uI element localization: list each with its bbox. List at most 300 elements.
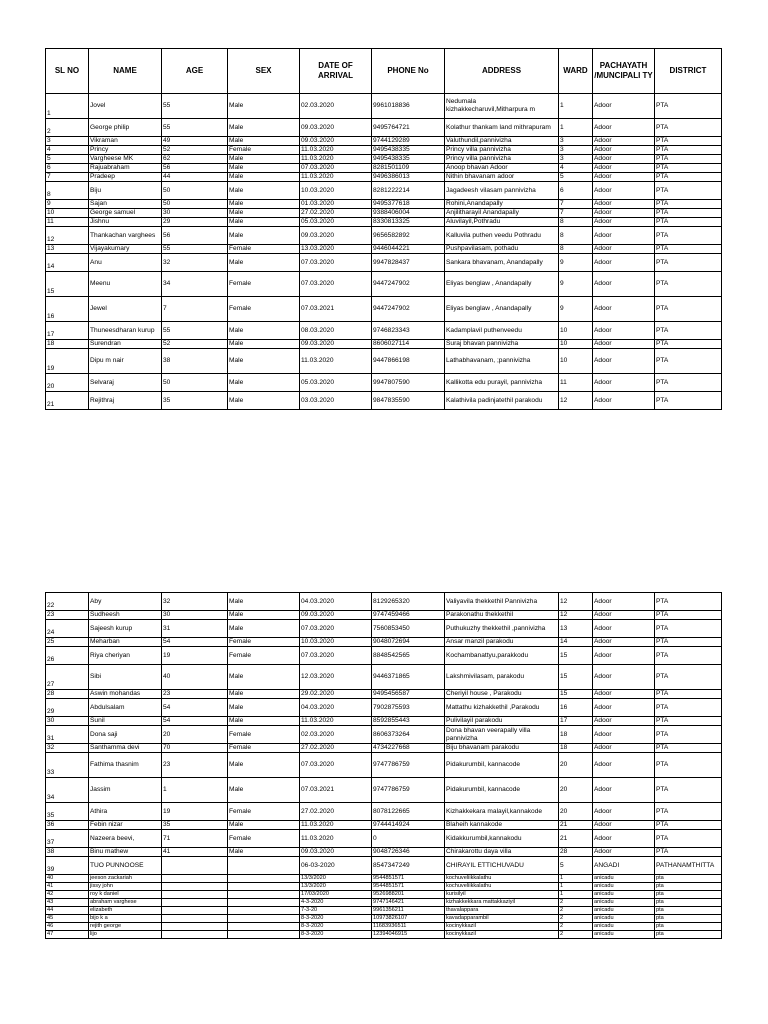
cell-arrival-date: 13/3/2020 bbox=[300, 883, 372, 891]
cell-arrival-date: 09.03.2020 bbox=[300, 119, 372, 137]
cell-sl-no: 24 bbox=[46, 620, 89, 638]
cell-name: Sunil bbox=[89, 717, 162, 726]
header-panchayath: PACHAYATH /MUNCIPALI TY bbox=[593, 49, 655, 94]
cell-address: Dona bhavan veerapally villa pannivizha bbox=[445, 726, 559, 744]
cell-sex: Male bbox=[228, 94, 300, 119]
cell-name: Santhamma devi bbox=[89, 744, 162, 753]
cell-sl-no: 29 bbox=[46, 699, 89, 717]
cell-phone: 9048726346 bbox=[372, 848, 445, 857]
cell-phone: 8330813325 bbox=[372, 218, 445, 227]
cell-ward: 7 bbox=[559, 209, 593, 218]
cell-age: 62 bbox=[162, 155, 228, 164]
cell-ward: 17 bbox=[559, 717, 593, 726]
cell-ward: 2 bbox=[559, 931, 593, 939]
cell-address: Pidakurumbil, kannacode bbox=[445, 753, 559, 778]
header-phone: PHONE No bbox=[372, 49, 445, 94]
cell-arrival-date: 04.03.2020 bbox=[300, 593, 372, 611]
cell-panchayath: Adoor bbox=[593, 218, 655, 227]
table-row bbox=[46, 218, 722, 227]
cell-name: abraham varghese bbox=[89, 899, 162, 907]
cell-sex: Male bbox=[228, 821, 300, 830]
table-row bbox=[46, 209, 722, 218]
cell-address: Parakonathu thekkethil bbox=[445, 611, 559, 620]
cell-name: Aswin mohandas bbox=[89, 690, 162, 699]
cell-phone: 9526988201 bbox=[372, 891, 445, 899]
cell-age: 54 bbox=[162, 699, 228, 717]
cell-age: 54 bbox=[162, 638, 228, 647]
table-row bbox=[46, 753, 722, 778]
cell-age: 70 bbox=[162, 744, 228, 753]
table-row bbox=[46, 857, 722, 875]
cell-age: 55 bbox=[162, 245, 228, 254]
cell-panchayath: Adoor bbox=[593, 155, 655, 164]
cell-phone: 8848542565 bbox=[372, 647, 445, 665]
cell-district: PTA bbox=[655, 245, 722, 254]
cell-sl-no: 44 bbox=[46, 907, 89, 915]
cell-address: Ansar manzil parakodu bbox=[445, 638, 559, 647]
cell-district: PTA bbox=[655, 322, 722, 340]
cell-sl-no: 31 bbox=[46, 726, 89, 744]
table-row bbox=[46, 647, 722, 665]
cell-ward: 9 bbox=[559, 272, 593, 297]
cell-name: Sajan bbox=[89, 200, 162, 209]
cell-phone: 8592855443 bbox=[372, 717, 445, 726]
cell-ward: 16 bbox=[559, 699, 593, 717]
cell-name: Jishnu bbox=[89, 218, 162, 227]
cell-ward: 10 bbox=[559, 322, 593, 340]
cell-address: Blaheih kannakode bbox=[445, 821, 559, 830]
cell-sl-no: 37 bbox=[46, 830, 89, 848]
cell-sl-no: 25 bbox=[46, 638, 89, 647]
cell-sex bbox=[228, 857, 300, 875]
cell-age bbox=[162, 857, 228, 875]
cell-district: PTA bbox=[655, 753, 722, 778]
cell-sex: Female bbox=[228, 744, 300, 753]
cell-phone: 9495764721 bbox=[372, 119, 445, 137]
cell-district: PTA bbox=[655, 182, 722, 200]
cell-district: pta bbox=[655, 923, 722, 931]
cell-district: PTA bbox=[655, 146, 722, 155]
cell-panchayath: anicadu bbox=[593, 931, 655, 939]
cell-sl-no: 32 bbox=[46, 744, 89, 753]
cell-arrival-date: 27.02.2020 bbox=[300, 744, 372, 753]
cell-phone: 9048072694 bbox=[372, 638, 445, 647]
cell-sex: Male bbox=[228, 119, 300, 137]
cell-ward: 6 bbox=[559, 182, 593, 200]
cell-sl-no: 15 bbox=[46, 272, 89, 297]
table-row bbox=[46, 778, 722, 803]
cell-sex bbox=[228, 875, 300, 883]
cell-arrival-date: 4-3-2020 bbox=[300, 899, 372, 907]
cell-sex: Male bbox=[228, 340, 300, 349]
cell-age: 32 bbox=[162, 254, 228, 272]
cell-district: PTA bbox=[655, 821, 722, 830]
cell-arrival-date: 07.03.2020 bbox=[300, 647, 372, 665]
cell-name: Sibi bbox=[89, 665, 162, 690]
cell-age: 50 bbox=[162, 200, 228, 209]
cell-age: 44 bbox=[162, 173, 228, 182]
cell-panchayath: Adoor bbox=[593, 717, 655, 726]
cell-arrival-date: 7-3-20 bbox=[300, 907, 372, 915]
cell-sex: Male bbox=[228, 593, 300, 611]
cell-sl-no: 26 bbox=[46, 647, 89, 665]
table-row bbox=[46, 374, 722, 392]
cell-district: pta bbox=[655, 875, 722, 883]
cell-address: Nedumala kizhakkecharuvil,Mitharpura m bbox=[445, 94, 559, 119]
cell-panchayath: Adoor bbox=[593, 830, 655, 848]
table-row bbox=[46, 119, 722, 137]
cell-sl-no: 34 bbox=[46, 778, 89, 803]
cell-sex: Male bbox=[228, 690, 300, 699]
cell-age: 56 bbox=[162, 164, 228, 173]
cell-arrival-date: 04.03.2020 bbox=[300, 699, 372, 717]
cell-sl-no: 16 bbox=[46, 297, 89, 322]
cell-sex: Male bbox=[228, 227, 300, 245]
cell-phone: 9388406004 bbox=[372, 209, 445, 218]
cell-arrival-date: 07.03.2020 bbox=[300, 753, 372, 778]
cell-age: 41 bbox=[162, 848, 228, 857]
cell-district: PTA bbox=[655, 340, 722, 349]
cell-arrival-date: 07.03.2020 bbox=[300, 254, 372, 272]
cell-district: PTA bbox=[655, 744, 722, 753]
cell-ward: 18 bbox=[559, 726, 593, 744]
cell-ward: 20 bbox=[559, 803, 593, 821]
cell-sl-no: 43 bbox=[46, 899, 89, 907]
cell-name: Sudheesh bbox=[89, 611, 162, 620]
cell-ward: 2 bbox=[559, 923, 593, 931]
cell-ward: 5 bbox=[559, 173, 593, 182]
cell-age bbox=[162, 891, 228, 899]
cell-panchayath: Adoor bbox=[593, 137, 655, 146]
cell-panchayath: anicadu bbox=[593, 891, 655, 899]
cell-address: Princy villa pannivizha bbox=[445, 146, 559, 155]
cell-address: Suraj bhavan pannivizha bbox=[445, 340, 559, 349]
cell-district: pta bbox=[655, 907, 722, 915]
cell-name: Anu bbox=[89, 254, 162, 272]
cell-arrival-date: 09.03.2020 bbox=[300, 137, 372, 146]
cell-age bbox=[162, 907, 228, 915]
cell-phone: 9446371865 bbox=[372, 665, 445, 690]
cell-sl-no: 14 bbox=[46, 254, 89, 272]
cell-sl-no: 21 bbox=[46, 392, 89, 410]
cell-panchayath: Adoor bbox=[593, 272, 655, 297]
cell-phone: 9446044221 bbox=[372, 245, 445, 254]
table-row bbox=[46, 200, 722, 209]
cell-sl-no: 9 bbox=[46, 200, 89, 209]
cell-sex: Female bbox=[228, 272, 300, 297]
cell-arrival-date: 8-3-2020 bbox=[300, 915, 372, 923]
cell-age: 56 bbox=[162, 227, 228, 245]
cell-district: PTA bbox=[655, 848, 722, 857]
cell-panchayath: Adoor bbox=[593, 374, 655, 392]
cell-phone: 10973826107 bbox=[372, 915, 445, 923]
table-row bbox=[46, 182, 722, 200]
cell-age: 7 bbox=[162, 297, 228, 322]
cell-age: 50 bbox=[162, 374, 228, 392]
cell-arrival-date: 09.03.2020 bbox=[300, 340, 372, 349]
cell-ward: 15 bbox=[559, 665, 593, 690]
cell-ward: 1 bbox=[559, 119, 593, 137]
cell-district: PTA bbox=[655, 638, 722, 647]
cell-sl-no: 3 bbox=[46, 137, 89, 146]
cell-phone: 9544851571 bbox=[372, 883, 445, 891]
cell-arrival-date: 09.03.2020 bbox=[300, 611, 372, 620]
table-row bbox=[46, 923, 722, 931]
table-row bbox=[46, 883, 722, 891]
cell-arrival-date: 09.03.2020 bbox=[300, 227, 372, 245]
cell-phone: 9447866198 bbox=[372, 349, 445, 374]
cell-district: PTA bbox=[655, 620, 722, 638]
cell-ward: 18 bbox=[559, 744, 593, 753]
cell-phone: 9496386013 bbox=[372, 173, 445, 182]
cell-sl-no: 28 bbox=[46, 690, 89, 699]
cell-ward: 15 bbox=[559, 690, 593, 699]
cell-name: lijo bbox=[89, 931, 162, 939]
cell-age: 34 bbox=[162, 272, 228, 297]
cell-sex: Male bbox=[228, 218, 300, 227]
header-district: DISTRICT bbox=[655, 49, 722, 94]
cell-sl-no: 42 bbox=[46, 891, 89, 899]
cell-panchayath: anicadu bbox=[593, 915, 655, 923]
cell-district: PTA bbox=[655, 665, 722, 690]
cell-district: PTA bbox=[655, 173, 722, 182]
cell-address: Sankara bhavanam, Anandapally bbox=[445, 254, 559, 272]
cell-district: PTA bbox=[655, 803, 722, 821]
cell-sex: Female bbox=[228, 830, 300, 848]
table-row bbox=[46, 392, 722, 410]
cell-phone: 9447247902 bbox=[372, 272, 445, 297]
cell-panchayath: Adoor bbox=[593, 611, 655, 620]
cell-sex: Male bbox=[228, 254, 300, 272]
cell-sex: Male bbox=[228, 392, 300, 410]
arrivals-table-1 bbox=[45, 48, 722, 410]
cell-sl-no: 45 bbox=[46, 915, 89, 923]
table-row bbox=[46, 690, 722, 699]
cell-name: elizabeth bbox=[89, 907, 162, 915]
cell-sex bbox=[228, 891, 300, 899]
cell-address: kocinykkazil bbox=[445, 923, 559, 931]
cell-sl-no: 7 bbox=[46, 173, 89, 182]
cell-panchayath: Adoor bbox=[593, 690, 655, 699]
cell-name: jeeson zackariah bbox=[89, 875, 162, 883]
cell-ward: 4 bbox=[559, 164, 593, 173]
cell-address: kochuveliikkalathu bbox=[445, 883, 559, 891]
cell-address: Lathabhavanam, ;pannivizha bbox=[445, 349, 559, 374]
cell-address: Aluvilayil,Pothradu bbox=[445, 218, 559, 227]
cell-name: Biju bbox=[89, 182, 162, 200]
cell-panchayath: Adoor bbox=[593, 665, 655, 690]
cell-phone: 9747459466 bbox=[372, 611, 445, 620]
cell-phone: 9495456587 bbox=[372, 690, 445, 699]
cell-panchayath: Adoor bbox=[593, 164, 655, 173]
cell-phone: 9747146421 bbox=[372, 899, 445, 907]
cell-ward: 20 bbox=[559, 753, 593, 778]
cell-name: George philip bbox=[89, 119, 162, 137]
cell-panchayath: anicadu bbox=[593, 883, 655, 891]
cell-arrival-date: 27.02.2020 bbox=[300, 803, 372, 821]
cell-district: pta bbox=[655, 891, 722, 899]
table-row bbox=[46, 340, 722, 349]
cell-age bbox=[162, 923, 228, 931]
cell-phone: 9947828437 bbox=[372, 254, 445, 272]
cell-arrival-date: 05.03.2020 bbox=[300, 218, 372, 227]
cell-name: Princy bbox=[89, 146, 162, 155]
cell-name: bijo k a bbox=[89, 915, 162, 923]
cell-ward: 21 bbox=[559, 821, 593, 830]
cell-name: Thankachan varghees bbox=[89, 227, 162, 245]
cell-panchayath: Adoor bbox=[593, 803, 655, 821]
cell-age: 35 bbox=[162, 392, 228, 410]
cell-sl-no: 13 bbox=[46, 245, 89, 254]
cell-address: Lakshmivilasam, parakodu bbox=[445, 665, 559, 690]
cell-sex: Female bbox=[228, 245, 300, 254]
cell-address: Mattathu kizhakkethil ,Parakodu bbox=[445, 699, 559, 717]
cell-ward: 2 bbox=[559, 899, 593, 907]
cell-address: Kochambanattyu,parakkodu bbox=[445, 647, 559, 665]
cell-sl-no: 19 bbox=[46, 349, 89, 374]
cell-panchayath: ANGADI bbox=[593, 857, 655, 875]
cell-district: PATHANAMTHITTA bbox=[655, 857, 722, 875]
table-row bbox=[46, 875, 722, 883]
cell-address: Cheriyil house , Parakodu bbox=[445, 690, 559, 699]
table-row bbox=[46, 803, 722, 821]
cell-panchayath: Adoor bbox=[593, 340, 655, 349]
cell-age bbox=[162, 883, 228, 891]
cell-sl-no: 10 bbox=[46, 209, 89, 218]
cell-ward: 2 bbox=[559, 915, 593, 923]
cell-age: 55 bbox=[162, 119, 228, 137]
cell-arrival-date: 29.02.2020 bbox=[300, 690, 372, 699]
table-row bbox=[46, 611, 722, 620]
cell-panchayath: Adoor bbox=[593, 349, 655, 374]
cell-district: PTA bbox=[655, 830, 722, 848]
cell-address: Kizhakkekara malayil,kannakode bbox=[445, 803, 559, 821]
cell-name: Surendran bbox=[89, 340, 162, 349]
cell-panchayath: Adoor bbox=[593, 227, 655, 245]
cell-district: PTA bbox=[655, 699, 722, 717]
cell-arrival-date: 02.03.2020 bbox=[300, 726, 372, 744]
cell-name: Sajeesh kurup bbox=[89, 620, 162, 638]
cell-name: Dona saji bbox=[89, 726, 162, 744]
table-row bbox=[46, 899, 722, 907]
cell-name: Meenu bbox=[89, 272, 162, 297]
cell-district: PTA bbox=[655, 218, 722, 227]
cell-panchayath: Adoor bbox=[593, 173, 655, 182]
cell-name: Aby bbox=[89, 593, 162, 611]
table-row bbox=[46, 915, 722, 923]
table-row bbox=[46, 717, 722, 726]
cell-arrival-date: 10.03.2020 bbox=[300, 638, 372, 647]
table-row bbox=[46, 665, 722, 690]
cell-sex: Male bbox=[228, 322, 300, 340]
cell-sex bbox=[228, 899, 300, 907]
cell-sex: Female bbox=[228, 297, 300, 322]
cell-district: pta bbox=[655, 899, 722, 907]
cell-name: Febin nizar bbox=[89, 821, 162, 830]
cell-age: 23 bbox=[162, 753, 228, 778]
cell-district: PTA bbox=[655, 297, 722, 322]
cell-arrival-date: 27.02.2020 bbox=[300, 209, 372, 218]
cell-name: Rajuabraham bbox=[89, 164, 162, 173]
cell-panchayath: anicadu bbox=[593, 923, 655, 931]
cell-age: 19 bbox=[162, 803, 228, 821]
table-row bbox=[46, 907, 722, 915]
cell-sex: Male bbox=[228, 778, 300, 803]
cell-arrival-date: 11.03.2020 bbox=[300, 717, 372, 726]
cell-ward: 28 bbox=[559, 848, 593, 857]
cell-district: PTA bbox=[655, 690, 722, 699]
cell-sex: Male bbox=[228, 164, 300, 173]
table-row bbox=[46, 349, 722, 374]
table-row bbox=[46, 699, 722, 717]
cell-phone: 9656582892 bbox=[372, 227, 445, 245]
cell-age: 38 bbox=[162, 349, 228, 374]
cell-ward: 10 bbox=[559, 349, 593, 374]
cell-address: Rohini,Anandapally bbox=[445, 200, 559, 209]
cell-sl-no: 1 bbox=[46, 94, 89, 119]
cell-phone: 9961018836 bbox=[372, 94, 445, 119]
cell-name: Selvaraj bbox=[89, 374, 162, 392]
table-row bbox=[46, 891, 722, 899]
table-row bbox=[46, 848, 722, 857]
cell-name: Riya cheriyan bbox=[89, 647, 162, 665]
cell-age: 32 bbox=[162, 593, 228, 611]
cell-name: Athira bbox=[89, 803, 162, 821]
cell-address: kochuveliikkalathu bbox=[445, 875, 559, 883]
cell-sl-no: 41 bbox=[46, 883, 89, 891]
table-row bbox=[46, 821, 722, 830]
table-row bbox=[46, 638, 722, 647]
cell-address: Princy villa pannivizha bbox=[445, 155, 559, 164]
cell-phone: 8281222214 bbox=[372, 182, 445, 200]
cell-sex: Male bbox=[228, 182, 300, 200]
cell-address: Biju bhavanam parakodu bbox=[445, 744, 559, 753]
cell-panchayath: Adoor bbox=[593, 726, 655, 744]
cell-arrival-date: 10.03.2020 bbox=[300, 182, 372, 200]
header-ward: WARD bbox=[559, 49, 593, 94]
cell-sl-no: 35 bbox=[46, 803, 89, 821]
cell-name: Abdulsalam bbox=[89, 699, 162, 717]
cell-age: 40 bbox=[162, 665, 228, 690]
cell-address: thavalappara bbox=[445, 907, 559, 915]
cell-sex: Male bbox=[228, 155, 300, 164]
cell-ward: 5 bbox=[559, 857, 593, 875]
cell-phone: 0 bbox=[372, 830, 445, 848]
cell-arrival-date: 06-03-2020 bbox=[300, 857, 372, 875]
cell-name: George samuel bbox=[89, 209, 162, 218]
cell-district: PTA bbox=[655, 272, 722, 297]
header-sex: SEX bbox=[228, 49, 300, 94]
cell-address: kavadapparambil bbox=[445, 915, 559, 923]
cell-sl-no: 36 bbox=[46, 821, 89, 830]
cell-sl-no: 4 bbox=[46, 146, 89, 155]
cell-panchayath: Adoor bbox=[593, 744, 655, 753]
cell-phone: 9744129289 bbox=[372, 137, 445, 146]
cell-sl-no: 18 bbox=[46, 340, 89, 349]
cell-arrival-date: 11.03.2020 bbox=[300, 349, 372, 374]
cell-district: PTA bbox=[655, 227, 722, 245]
cell-sex bbox=[228, 915, 300, 923]
cell-phone: 9961356211 bbox=[372, 907, 445, 915]
cell-name: Vijayakumary bbox=[89, 245, 162, 254]
cell-sex: Male bbox=[228, 374, 300, 392]
header-address: ADDRESS bbox=[445, 49, 559, 94]
cell-district: PTA bbox=[655, 209, 722, 218]
cell-sex: Male bbox=[228, 848, 300, 857]
cell-arrival-date: 11.03.2020 bbox=[300, 830, 372, 848]
cell-district: PTA bbox=[655, 155, 722, 164]
cell-district: PTA bbox=[655, 200, 722, 209]
